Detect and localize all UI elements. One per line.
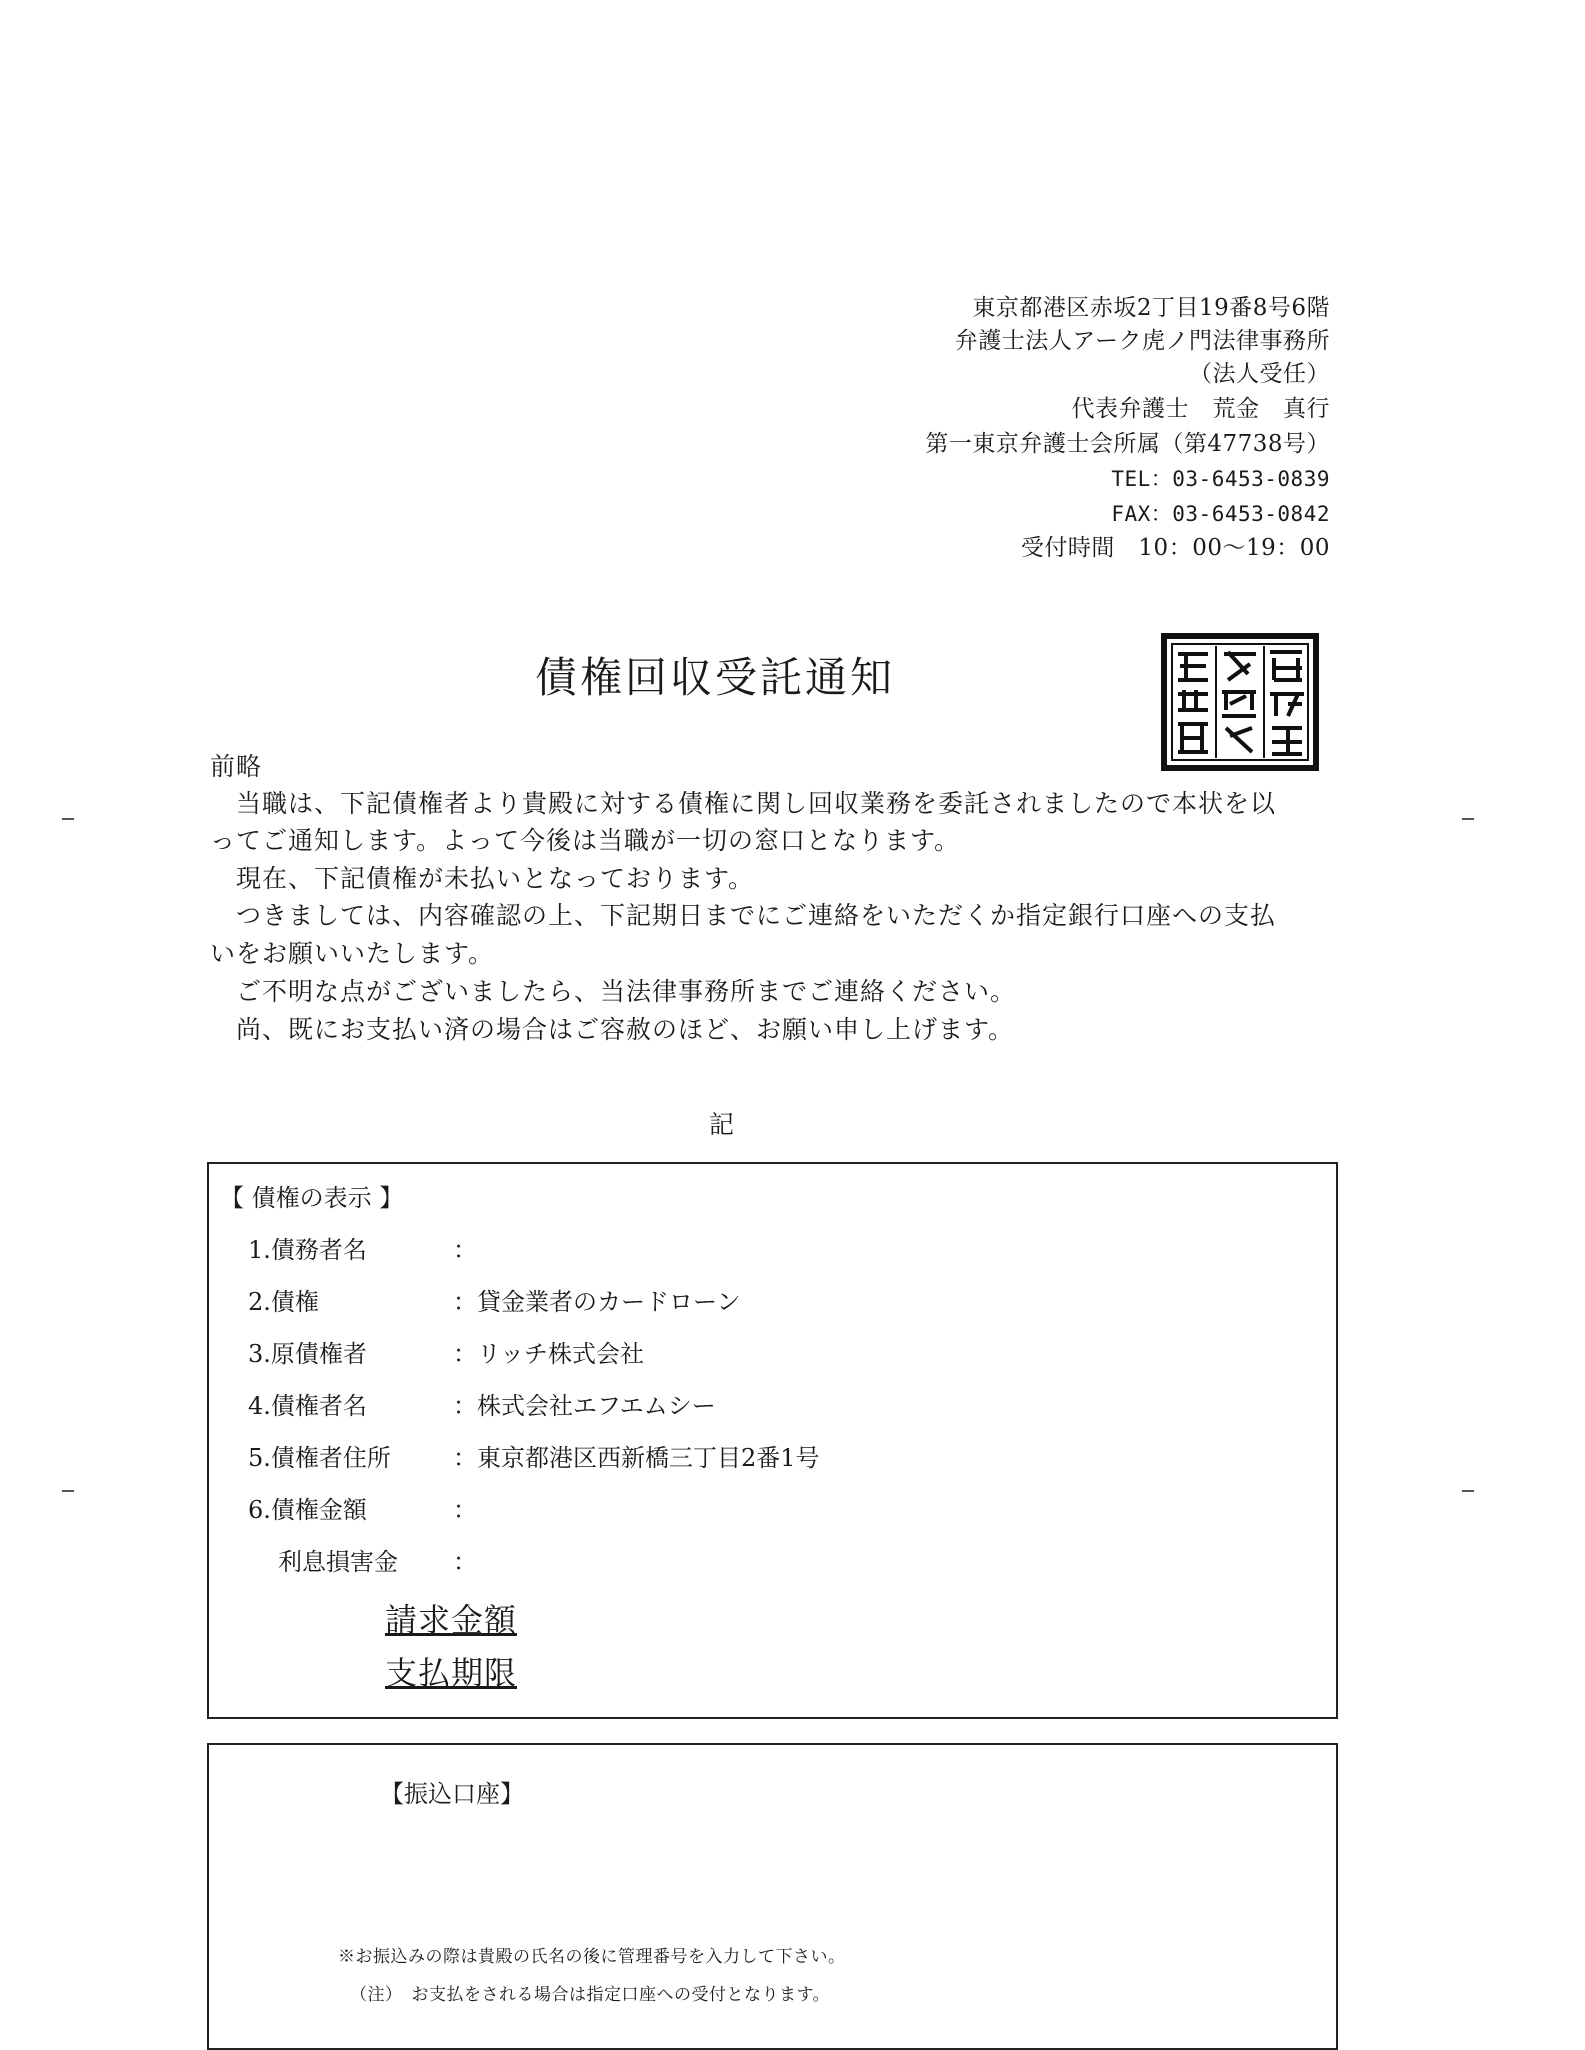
sender-representative: 代表弁護士 荒金 真行	[1071, 396, 1330, 422]
firm-seal	[1160, 632, 1320, 772]
sender-fax: FAX：03-6453-0842	[1111, 502, 1330, 526]
due-date-label: 支払期限	[385, 1654, 518, 1692]
claim-heading: 【 債権の表示 】	[220, 1184, 404, 1212]
scan-mark	[1462, 1490, 1474, 1492]
claim-row-label: 利息損害金	[278, 1548, 398, 1576]
sender-tel: TEL：03-6453-0839	[1111, 467, 1330, 491]
account-heading: 【振込口座】	[380, 1780, 524, 1808]
claim-row-label: 1.債務者名	[248, 1236, 367, 1264]
billing-amount-label: 請求金額	[385, 1601, 518, 1639]
claim-row-value: ：株式会社エフエムシー	[453, 1392, 716, 1420]
sender-bar: 第一東京弁護士会所属（第47738号）	[925, 431, 1330, 457]
claim-row-value: ：	[453, 1548, 477, 1576]
claim-row-label: 6.債権金額	[248, 1496, 367, 1524]
claim-row-value: ：	[453, 1236, 477, 1264]
claim-row-value: ：	[453, 1496, 477, 1524]
body-paragraph-1a: 当職は、下記債権者より貴殿に対する債権に関し回収業務を委託されましたので本状を以	[210, 789, 1277, 818]
claim-row-value: ：リッチ株式会社	[453, 1340, 645, 1368]
scan-mark	[62, 1490, 74, 1492]
scan-mark	[1462, 818, 1474, 820]
claim-row-label: 3.原債権者	[248, 1340, 367, 1368]
scan-mark	[62, 818, 74, 820]
body-paragraph-3b: いをお願いいたします。	[210, 939, 495, 968]
salutation: 前略	[210, 752, 263, 781]
ki-marker: 記	[709, 1110, 735, 1139]
sender-note: （法人受任）	[1189, 361, 1330, 387]
claim-row-label: 5.債権者住所	[248, 1444, 391, 1472]
claim-row-value: ：東京都港区西新橋三丁目2番1号	[453, 1444, 820, 1472]
claim-row-label: 2.債権	[248, 1288, 319, 1316]
sender-address: 東京都港区赤坂2丁目19番8号6階	[972, 295, 1330, 321]
document-title: 債権回収受託通知	[535, 653, 896, 702]
body-paragraph-4: ご不明な点がございましたら、当法律事務所までご連絡ください。	[210, 977, 1017, 1006]
sender-firm: 弁護士法人アーク虎ノ門法律事務所	[954, 328, 1330, 354]
body-paragraph-3a: つきましては、内容確認の上、下記期日までにご連絡をいただくか指定銀行口座への支払	[210, 901, 1277, 930]
account-note-1: ※お振込みの際は貴殿の氏名の後に管理番号を入力して下さい。	[338, 1947, 846, 1967]
sender-hours: 受付時間 10：00～19：00	[1020, 535, 1330, 561]
account-note-2: （注） お支払をされる場合は指定口座への受付となります。	[350, 1985, 831, 2005]
body-paragraph-5: 尚、既にお支払い済の場合はご容赦のほど、お願い申し上げます。	[210, 1015, 1015, 1044]
body-paragraph-2: 現在、下記債権が未払いとなっております。	[210, 864, 755, 893]
body-paragraph-1b: ってご通知します。よって今後は当職が一切の窓口となります。	[210, 826, 961, 855]
claim-row-value: ：貸金業者のカードローン	[453, 1288, 741, 1316]
claim-row-label: 4.債権者名	[248, 1392, 367, 1420]
